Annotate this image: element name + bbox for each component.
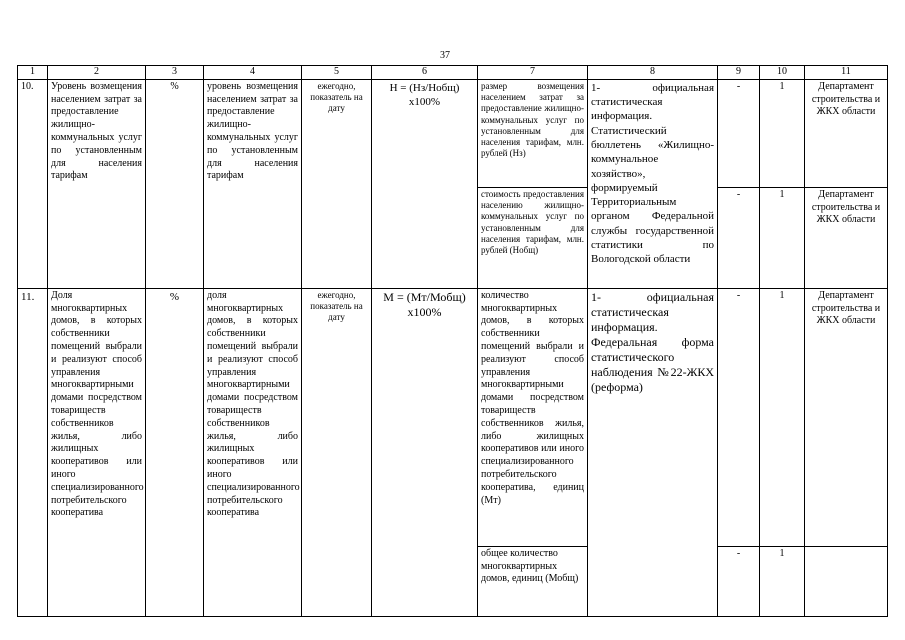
- col-header: 10: [760, 66, 805, 80]
- col-header: 8: [588, 66, 718, 80]
- level-code: 1: [760, 288, 805, 546]
- method-code: -: [718, 546, 760, 616]
- indicators-table: [17, 65, 888, 617]
- column-number-row: [18, 66, 888, 80]
- variable-description: стоимость предоставления населению жилищно-коммунальных услуг по установленным для населения тарифам, млн. рублей (Нобщ): [478, 187, 588, 288]
- data-source: 1- официальная статистическая информация. Статистический бюллетень «Жилищно-коммунальное хозяйство», формируемый Территориальным органом Федеральной службы государственной статистики по Вологодской области: [588, 79, 718, 288]
- variable-description: общее количество многоквартирных домов, единиц (Мобщ): [478, 546, 588, 616]
- formula: М = (Мт/Мобщ) x100%: [372, 288, 478, 616]
- col-header: 4: [204, 66, 302, 80]
- col-header: 2: [48, 66, 146, 80]
- level-code: 1: [760, 546, 805, 616]
- row-number: 10.: [18, 79, 48, 288]
- unit: %: [146, 288, 204, 616]
- level-code: 1: [760, 79, 805, 187]
- table-row-10a: [18, 79, 888, 187]
- col-header: 3: [146, 66, 204, 80]
- responsible-body: Департамент строительства и ЖКХ области: [805, 79, 888, 187]
- method-code: -: [718, 79, 760, 187]
- page-number: 37: [440, 50, 450, 61]
- col-header: 1: [18, 66, 48, 80]
- indicator-name: Доля многоквартирных домов, в которых собственники помещений выбрали и реализуют способ управления многоквартирными домами посредством товариществ собственников жилья, либо жилищных кооперативов или иного специализированного потребительского кооператива: [48, 288, 146, 616]
- periodicity: ежегодно, показатель на дату: [302, 288, 372, 616]
- col-header: 5: [302, 66, 372, 80]
- indicator-definition: уровень возмещения населением затрат за предоставление жилищно-коммунальных услуг по установленным для населения тарифам: [204, 79, 302, 288]
- indicator-definition: доля многоквартирных домов, в которых собственники помещений выбрали и реализуют способ управления многоквартирными домами посредством товариществ собственников жилья, либо жилищных кооперативов или иного специализированного потребительского кооператива: [204, 288, 302, 616]
- unit: %: [146, 79, 204, 288]
- level-code: 1: [760, 187, 805, 288]
- formula: Н = (Нз/Нобщ) x100%: [372, 79, 478, 288]
- responsible-body: [805, 546, 888, 616]
- col-header: 6: [372, 66, 478, 80]
- periodicity: ежегодно, показатель на дату: [302, 79, 372, 288]
- indicator-name: Уровень возмещения населением затрат за предоставление жилищно-коммунальных услуг по установленным для населения тарифам: [48, 79, 146, 288]
- row-number: 11.: [18, 288, 48, 616]
- data-source: 1- официальная статистическая информация. Федеральная форма статистического наблюдения №22-ЖКХ (реформа): [588, 288, 718, 616]
- variable-description: количество многоквартирных домов, в которых собственники помещений выбрали и реализуют способ управления многоквартирными домами посредством товариществ собственников жилья, либо жилищных кооперативов или иного специализированного потребительского кооператива, единиц (Мт): [478, 288, 588, 546]
- responsible-body: Департамент строительства и ЖКХ области: [805, 187, 888, 288]
- variable-description: размер возмещения населением затрат за предоставление жилищно-коммунальных услуг по установленным для населения тарифам, млн. рублей (Нз): [478, 79, 588, 187]
- method-code: -: [718, 187, 760, 288]
- table-row-11a: [18, 288, 888, 546]
- col-header: 11: [805, 66, 888, 80]
- method-code: -: [718, 288, 760, 546]
- col-header: 9: [718, 66, 760, 80]
- responsible-body: Департамент строительства и ЖКХ области: [805, 288, 888, 546]
- col-header: 7: [478, 66, 588, 80]
